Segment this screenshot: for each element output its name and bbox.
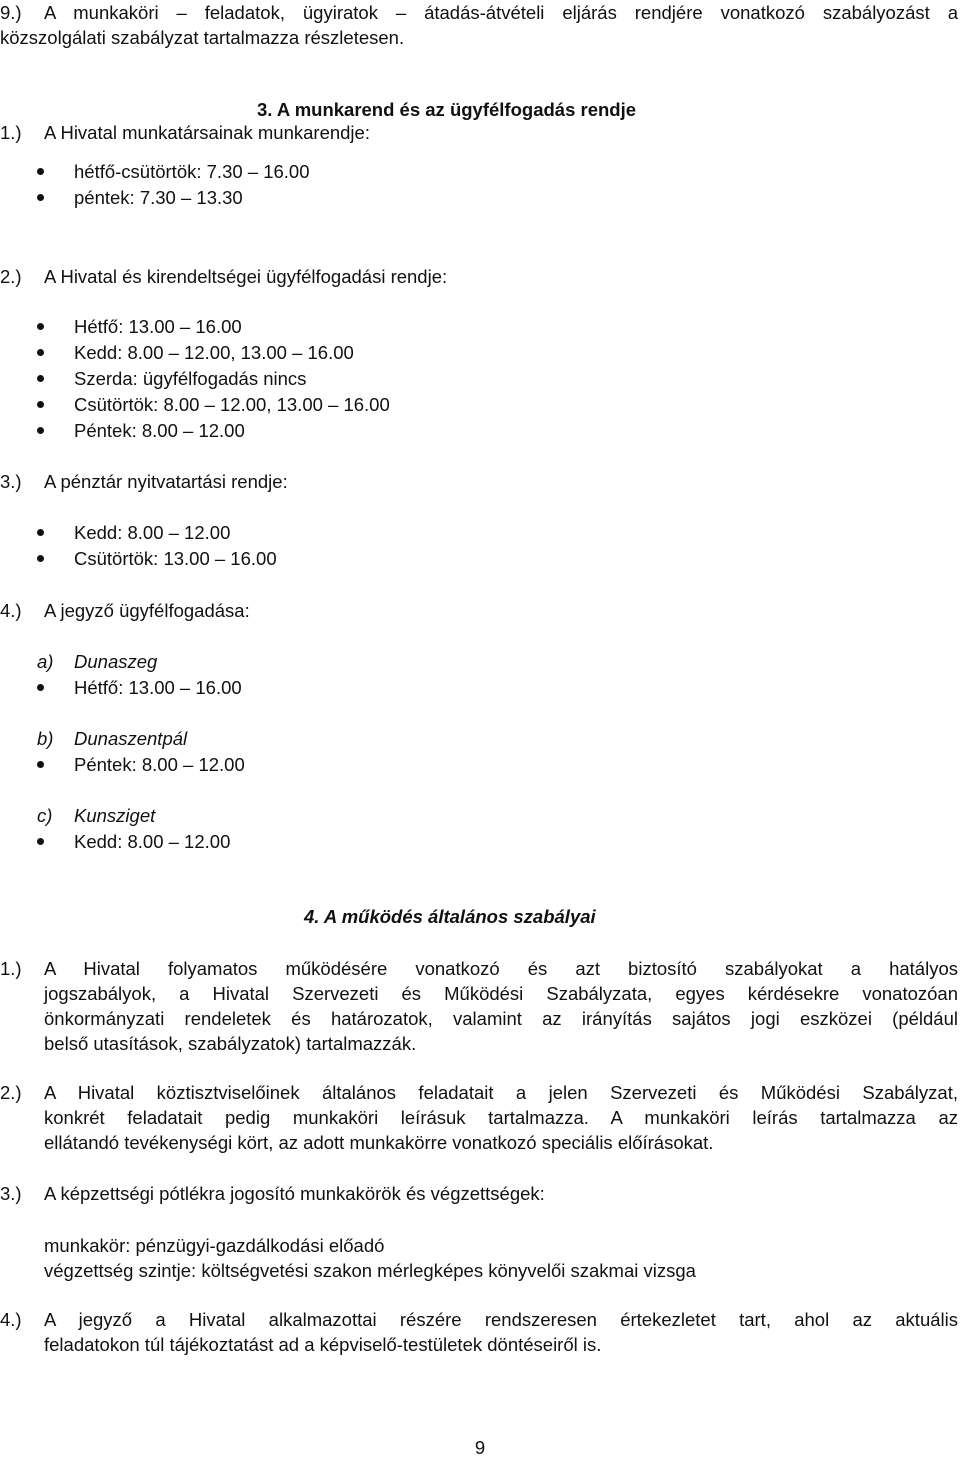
intro-line-1: A munkaköri – feladatok, ügyiratok – átadás-átvételi eljárás rendjére vonatkozó szabályozást a <box>44 2 958 23</box>
bullet-icon <box>37 323 44 330</box>
document-page: 9.) A munkaköri – feladatok, ügyiratok – átadás-átvételi eljárás rendjére vonatkozó szabályozást a közszolgálati szabályzat tartalmazza részletesen. 3. A munkarend és az ügyfélfogadás rendje 1.) A Hivatal munkatársainak munkarendje: hétfő-csütörtök: 7.30 – 16.00 péntek: 7.30 – 13.30 2.) A Hivatal és kirendeltségei ügyfélfogadási rendje: Hétfő: 13.00 – 16.00 Kedd: 8.00 – 12.00, 13.00 – 16.00 Szerda: ügyfélfogadás nincs Csütörtök: 8.00 – 12.00, 13.00 – 16.00 Péntek: 8.00 – 12.00 3.) A pénztár nyitvatartási rendje: Kedd: 8.00 – 12.00 Csütörtök: 13.00 – 16.00 4.) A jegyző ügyfélfogadása: a) Dunaszeg Hétfő: 13.00 – 16.00 b) Dunaszentpál Péntek: 8.00 – 12.00 c) Kunsziget Kedd: 8.00 – 12.00 4. A működés általános szabályai 1.) A Hivatal folyamatos működésére vonatkozó és azt biztosító szabályokat a hatályos jogszabályok, a Hivatal Szervezeti és Működési Szabályzata, egyes kérdésekre vonatozóan önkormányzati rendeletek és határozatok, valamint az irányítás sajátos jogi eszközei (például belső utasítások, szabályzatok) tartalmazzák. 2.) A Hivatal köztisztviselőinek általános feladatait a jelen Szervezeti és Működési Szabályzat, konkrét feladatait pedig munkaköri leírásuk tartalmazza. A munkaköri leírás tartalmazza az ellátandó tevékenységi kört, az adott munkakörre vonatkozó speciális előírásokat. 3.) A képzettségi pótlékra jogosító munkakörök és végzettségek: munkakör: pénzügyi-gazdálkodási előadó végzettség szintje: költségvetési szakon mérlegképes könyvelői szakmai vizsga 4.) A jegyző a Hivatal alkalmazottai részére rendszeresen értekezletet tart, ahol az aktuális feladatokon túl tájékoztatást ad a képviselő-testületek döntéseiről is. 9 <box>0 2 958 1458</box>
bullet-icon <box>37 838 44 845</box>
s3-item-2-label: A Hivatal és kirendeltségei ügyfélfogadási rendje: <box>44 266 448 287</box>
sub-letter: a) <box>37 651 54 672</box>
sub-letter: b) <box>37 728 54 749</box>
bullet-icon <box>37 194 44 201</box>
bullet-icon <box>37 168 44 175</box>
sub-letter: c) <box>37 805 53 826</box>
section-3-title: 3. A munkarend és az ügyfélfogadás rendje <box>257 99 637 120</box>
bullet-icon <box>37 555 44 562</box>
section-4-title: 4. A működés általános szabályai <box>304 906 596 927</box>
s4-item-1-line-3: önkormányzati rendeletek és határozatok, valamint az irányítás sajátos jogi eszközei (például <box>44 1008 958 1029</box>
s4-item-3-label: A képzettségi pótlékra jogosító munkakörök és végzettségek: <box>44 1183 545 1204</box>
sub-location: Kunsziget <box>74 805 156 826</box>
s3-item-3-number: 3.) <box>0 471 22 492</box>
s4-item-2-line-3: ellátandó tevékenységi kört, az adott munkakörre vonatkozó speciális előírásokat. <box>44 1132 714 1153</box>
intro-line-2: közszolgálati szabályzat tartalmazza részletesen. <box>0 27 405 48</box>
s4-item-1-number: 1.) <box>0 958 22 979</box>
bullet-icon <box>37 761 44 768</box>
bullet-icon <box>37 375 44 382</box>
s4-item-3-number: 3.) <box>0 1183 22 1204</box>
sub-location: Dunaszeg <box>74 651 158 672</box>
s3-item-4-number: 4.) <box>0 600 22 621</box>
s4-item-4-line-2: feladatokon túl tájékoztatást ad a képviselő-testületek döntéseiről is. <box>44 1334 602 1355</box>
bullet-icon <box>37 529 44 536</box>
s3-item-3-label: A pénztár nyitvatartási rendje: <box>44 471 288 492</box>
s4-item-1-line-2: jogszabályok, a Hivatal Szervezeti és Működési Szabályzata, egyes kérdésekre vonatozóan <box>44 983 958 1004</box>
s4-item-2-number: 2.) <box>0 1082 22 1103</box>
s4-item-1-line-1: A Hivatal folyamatos működésére vonatkozó és azt biztosító szabályokat a hatályos <box>44 958 958 979</box>
bullet-icon <box>37 684 44 691</box>
s3-item-4-label: A jegyző ügyfélfogadása: <box>44 600 250 621</box>
s3-sub-a <box>0 649 958 674</box>
s3-item-2-number: 2.) <box>0 266 22 287</box>
s4-item-4-number: 4.) <box>0 1309 22 1330</box>
page-number: 9 <box>474 1437 486 1458</box>
s4-item-3-detail-1: munkakör: pénzügyi-gazdálkodási előadó <box>44 1235 385 1256</box>
s4-item-4-line-1: A jegyző a Hivatal alkalmazottai részére rendszeresen értekezletet tart, ahol az aktuális <box>44 1309 958 1330</box>
s3-sub-c <box>0 803 958 828</box>
s4-item-3-detail-2: végzettség szintje: költségvetési szakon mérlegképes könyvelői szakmai vizsga <box>44 1260 696 1281</box>
s3-item-1-number: 1.) <box>0 122 22 143</box>
s3-sub-b <box>0 726 958 751</box>
s4-item-1-line-4: belső utasítások, szabályzatok) tartalmazzák. <box>44 1033 417 1054</box>
bullet-icon <box>37 401 44 408</box>
sub-location: Dunaszentpál <box>74 728 188 749</box>
s4-item-2-line-2: konkrét feladatait pedig munkaköri leírásuk tartalmazza. A munkaköri leírás tartalmazza az <box>44 1107 958 1128</box>
intro-number: 9.) <box>0 2 22 23</box>
s4-item-2-line-1: A Hivatal köztisztviselőinek általános feladatait a jelen Szervezeti és Működési Szabályzat, <box>44 1082 958 1103</box>
bullet-icon <box>37 349 44 356</box>
bullet-icon <box>37 427 44 434</box>
s3-item-1-label: A Hivatal munkatársainak munkarendje: <box>44 122 370 143</box>
